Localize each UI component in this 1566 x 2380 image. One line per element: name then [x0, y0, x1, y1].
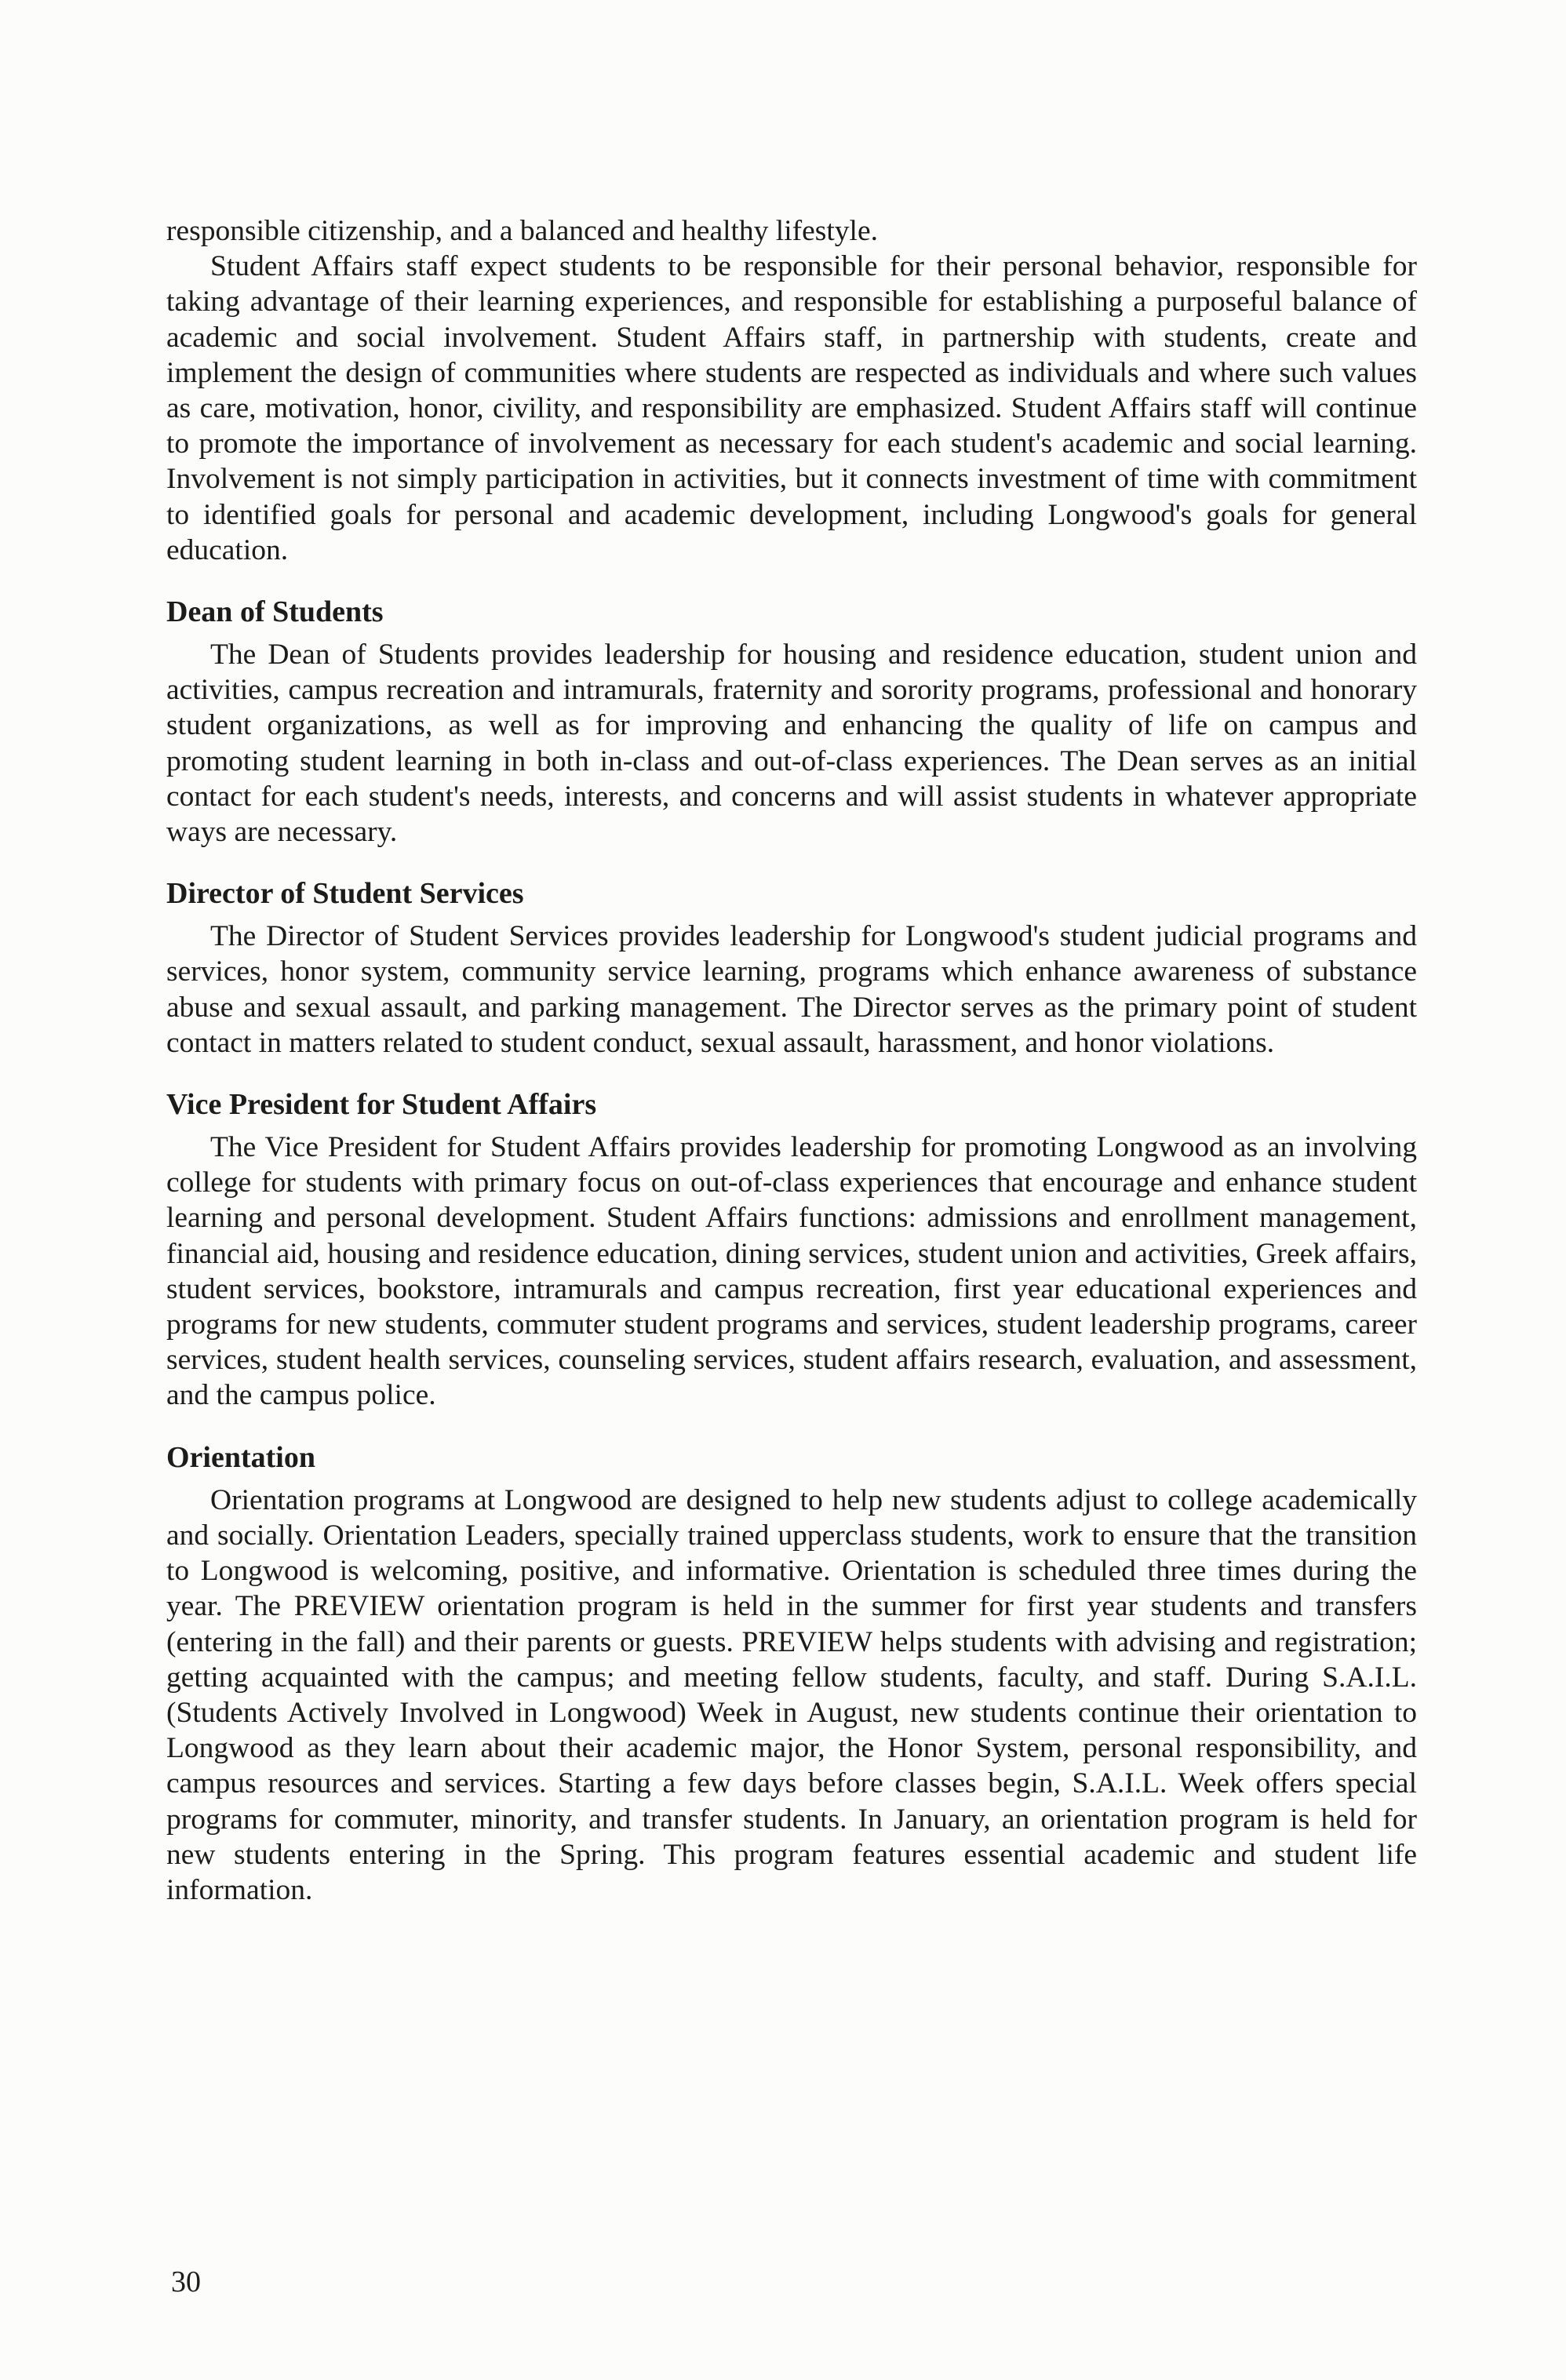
section-vice-president: [166, 1086, 1417, 1414]
section-dean-of-students: [166, 593, 1417, 850]
section-orientation: [166, 1439, 1417, 1908]
section-heading: Vice President for Student Affairs: [166, 1088, 597, 1122]
section-body: The Director of Student Services provides leadership for Longwood's student judicial programs and services, honor system, community service learning, programs which enhance awareness of substance abuse and sexual assault, and parking management. The Director serves as the primary point of student contact in matters related to student conduct, sexual assault, harassment, and honor violations.: [166, 920, 1417, 1059]
section-director-of-student-services: [166, 875, 1417, 1061]
section-heading: Orientation: [166, 1440, 315, 1474]
page-number: 30: [171, 2265, 201, 2298]
intro-continuation: responsible citizenship, and a balanced and healthy lifestyle.: [166, 215, 878, 247]
section-body: Orientation programs at Longwood are designed to help new students adjust to college academically and socially. Orientation Leaders, specially trained upperclass students, work to ensure that the transition to Longwood is welcoming, positive, and informative. Orientation is scheduled three times during the year. The PREVIEW orientation program is held in the summer for first year students and transfers (entering in the fall) and their parents or guests. PREVIEW helps students with advising and registration; getting acquainted with the campus; and meeting fellow students, faculty, and staff. During S.A.I.L. (Students Actively Involved in Longwood) Week in August, new students continue their orientation to Longwood as they learn about their academic major, the Honor System, personal responsibility, and campus resources and services. Starting a few days before classes begin, S.A.I.L. Week offers special programs for commuter, minority, and transfer students. In January, an orientation program is held for new students entering in the Spring. This program features essential academic and student life information.: [166, 1483, 1417, 1906]
student-affairs-paragraph: Student Affairs staff expect students to be responsible for their personal behavior, responsible for taking advantage of their learning experiences, and responsible for establishing a purposeful balance of academic and social involvement. Student Affairs staff, in partnership with students, create and implement the design of communities where students are respected as individuals and where such values as care, motivation, honor, civility, and responsibility are emphasized. Student Affairs staff will continue to promote the importance of involvement as necessary for each student's academic and social learning. Involvement is not simply participation in activities, but it connects investment of time with commitment to identified goals for personal and academic development, including Longwood's goals for general education.: [166, 250, 1417, 566]
page-body: [166, 213, 1417, 1908]
section-body: The Vice President for Student Affairs provides leadership for promoting Longwood as an involving college for students with primary focus on out-of-class experiences that encourage and enhance student learning and personal development. Student Affairs functions: admissions and enrollment management, financial aid, housing and residence education, dining services, student union and activities, Greek affairs, student services, bookstore, intramurals and campus recreation, first year educational experiences and programs for new students, commuter student programs and services, student leadership programs, career services, student health services, counseling services, student affairs research, evaluation, and assessment, and the campus police.: [166, 1131, 1417, 1412]
section-heading: Director of Student Services: [166, 877, 524, 911]
section-heading: Dean of Students: [166, 595, 384, 629]
section-body: The Dean of Students provides leadership for housing and residence education, student union and activities, campus recreation and intramurals, fraternity and sorority programs, professional and honorary student organizations, as well as for improving and enhancing the quality of life on campus and promoting student learning in both in-class and out-of-class experiences. The Dean serves as an initial contact for each student's needs, interests, and concerns and will assist students in whatever appropriate ways are necessary.: [166, 639, 1417, 849]
